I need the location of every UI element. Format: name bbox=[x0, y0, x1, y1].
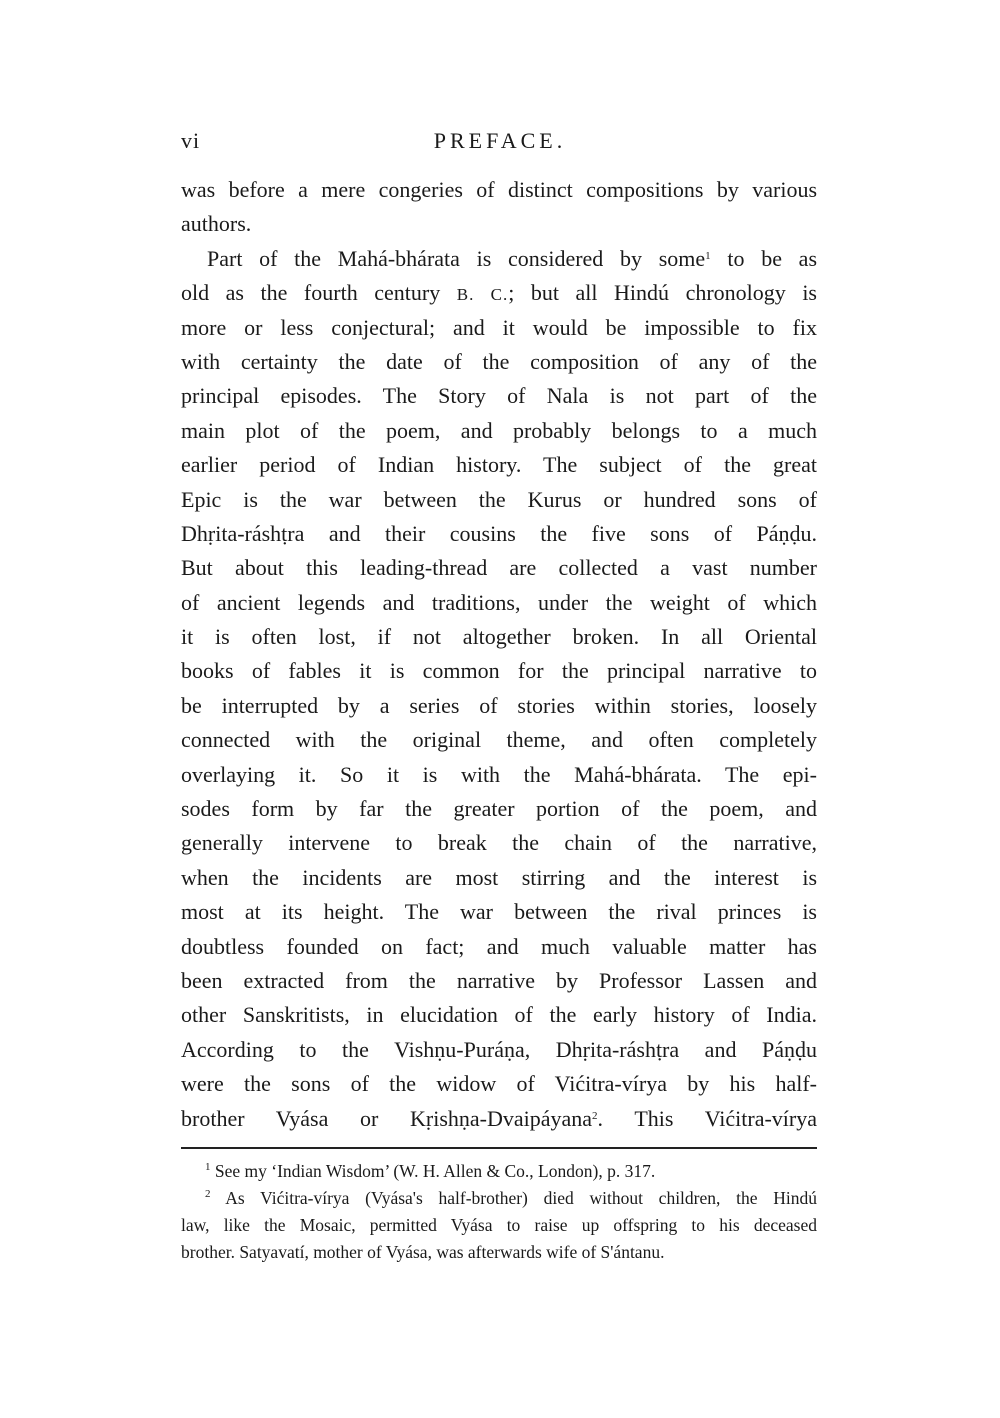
body-line-17: connected with the original theme, and often completely bbox=[181, 727, 817, 753]
body-line-3 bbox=[181, 242, 817, 276]
body-line-23: doubtless founded on fact; and much valuable matter has bbox=[181, 933, 817, 959]
body-line-16: be interrupted by a series of stories within stories, loosely bbox=[181, 692, 817, 718]
footnote-ref-1: 1 bbox=[705, 249, 711, 262]
footnote-2-mark: 2 bbox=[205, 1188, 211, 1200]
footnote-1-text: See my ‘Indian Wisdom’ (W. H. Allen & Co., London), p. 317. bbox=[214, 1161, 656, 1181]
body-line-28-head: brother Vyása or Kṛishṇa-Dvaipáyana bbox=[181, 1105, 593, 1131]
body-line-28 bbox=[181, 1102, 817, 1136]
footnote-2-line-1 bbox=[181, 1185, 817, 1212]
footnote-1 bbox=[181, 1158, 817, 1185]
body-text bbox=[181, 173, 817, 1136]
body-line-14: it is often lost, if not altogether broken. In all Oriental bbox=[181, 624, 817, 650]
body-line-13: of ancient legends and traditions, under the weight of which bbox=[181, 589, 817, 615]
footnotes bbox=[181, 1158, 817, 1266]
body-line-18: overlaying it. So it is with the Mahá-bhárata. The epi- bbox=[181, 761, 817, 787]
body-line-19: sodes form by far the greater portion of the poem, and bbox=[181, 796, 817, 822]
body-line-21: when the incidents are most stirring and the interest is bbox=[181, 864, 817, 890]
body-line-26: According to the Vishṇu-Puráṇa, Dhṛita-ráshṭra and Páṇḍu bbox=[181, 1036, 817, 1062]
body-line-4-tail: ; but all Hindú chronology is bbox=[508, 280, 817, 306]
footnote-2-line-3: brother. Satyavatí, mother of Vyása, was afterwards wife of S'ántanu. bbox=[181, 1242, 665, 1262]
footnote-rule bbox=[181, 1147, 817, 1149]
page-number: vi bbox=[181, 128, 201, 153]
body-line-12: But about this leading-thread are collected a vast number bbox=[181, 555, 817, 581]
body-line-3-head: Part of the Mahá-bhárata is considered by some bbox=[207, 245, 706, 271]
body-line-25: other Sanskritists, in elucidation of the early history of India. bbox=[181, 1002, 817, 1028]
body-line-8: main plot of the poem, and probably belongs to a much bbox=[181, 417, 817, 443]
running-head: PREFACE. bbox=[433, 128, 567, 153]
body-line-22: most at its height. The war between the rival princes is bbox=[181, 899, 817, 925]
body-line-5: more or less conjectural; and it would be impossible to fix bbox=[181, 314, 817, 340]
body-line-9: earlier period of Indian history. The subject of the great bbox=[181, 452, 817, 478]
body-line-6: with certainty the date of the composition of any of the bbox=[181, 348, 817, 374]
body-line-2: authors. bbox=[181, 211, 252, 237]
body-line-4-head: old as the fourth century bbox=[181, 280, 441, 306]
body-line-10: Epic is the war between the Kurus or hundred sons of bbox=[181, 486, 817, 512]
footnote-1-mark: 1 bbox=[205, 1161, 211, 1173]
body-line-28-tail: This Vićitra-vírya bbox=[634, 1105, 817, 1131]
footnote-2-text-1: As Vićitra-vírya (Vyása's half-brother) died without children, the Hindú bbox=[225, 1188, 817, 1208]
bc-abbrev: B. C. bbox=[456, 285, 509, 305]
body-line-1: was before a mere congeries of distinct compositions by various bbox=[181, 177, 817, 202]
body-line-27: were the sons of the widow of Vićitra-vírya by his half- bbox=[181, 1071, 817, 1097]
body-line-4 bbox=[181, 276, 817, 310]
footnote-2-line-2: law, like the Mosaic, permitted Vyása to raise up offspring to his deceased bbox=[181, 1215, 817, 1235]
body-line-24: been extracted from the narrative by Professor Lassen and bbox=[181, 967, 817, 993]
body-line-7: principal episodes. The Story of Nala is not part of the bbox=[181, 383, 817, 409]
body-line-3-tail: to be as bbox=[727, 245, 818, 271]
footnote-ref-2: 2 bbox=[592, 1109, 598, 1122]
body-line-11: Dhṛita-ráshṭra and their cousins the five sons of Páṇḍu. bbox=[181, 520, 817, 546]
body-line-28-period: . bbox=[597, 1105, 604, 1131]
body-line-20: generally intervene to break the chain of the narrative, bbox=[181, 830, 817, 856]
body-line-15: books of fables it is common for the principal narrative to bbox=[181, 658, 817, 684]
